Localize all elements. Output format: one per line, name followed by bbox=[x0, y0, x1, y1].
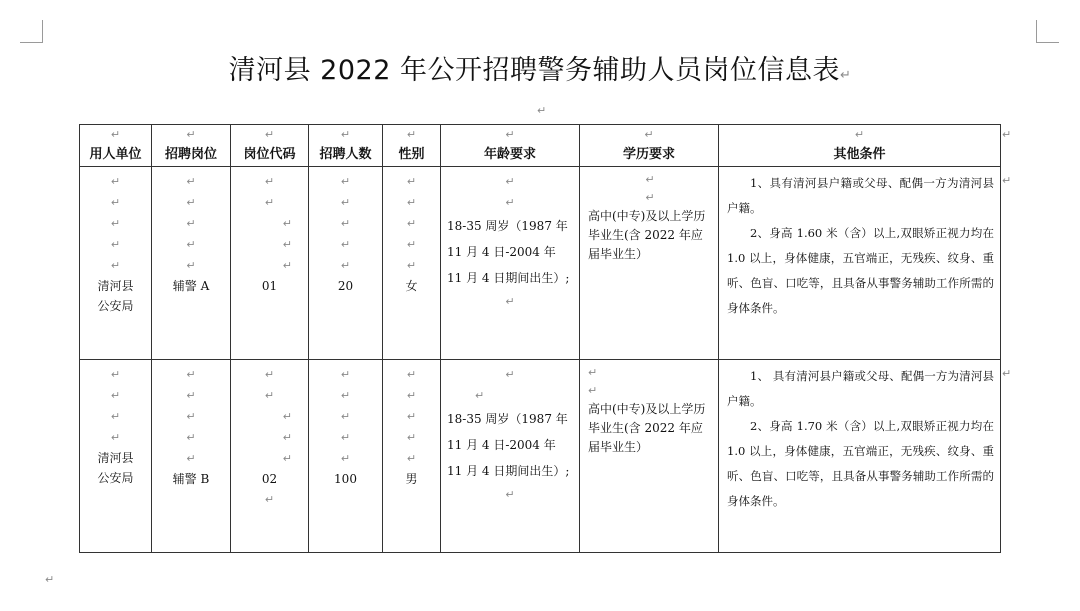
cell-unit: ↵ ↵ ↵ ↵ 清河县 公安局 bbox=[80, 360, 152, 553]
row-end-mark-icon: ↵ bbox=[1002, 128, 1012, 141]
cell-education: ↵ ↵ 高中(中专)及以上学历毕业生(含 2022 年应届毕业生） bbox=[580, 167, 719, 360]
header-position: ↵ 招聘岗位 bbox=[152, 125, 231, 167]
job-info-table bbox=[79, 124, 1001, 553]
cell-age: ↵ ↵ 18-35 周岁（1987 年 11 月 4 日-2004 年 11 月 4 日期间出生）; ↵ bbox=[441, 360, 580, 553]
paragraph-mark-icon: ↵ bbox=[644, 128, 654, 141]
table-row bbox=[80, 360, 1001, 553]
paragraph-mark-icon: ↵ bbox=[537, 104, 547, 117]
paragraph-mark-icon: ↵ bbox=[406, 128, 417, 141]
paragraph-mark-icon: ↵ bbox=[264, 128, 275, 141]
cell-position: ↵ ↵ ↵ ↵ ↵ 辅警 A bbox=[152, 167, 231, 360]
header-conditions: ↵ 其他条件 bbox=[719, 125, 1001, 167]
cell-code: ↵ ↵ ↵ ↵ ↵ 01 bbox=[231, 167, 309, 360]
header-unit: ↵ 用人单位 bbox=[80, 125, 152, 167]
cell-count: ↵ ↵ ↵ ↵ ↵ 20 bbox=[309, 167, 383, 360]
table-row bbox=[80, 167, 1001, 360]
header-code: ↵ 岗位代码 bbox=[231, 125, 309, 167]
cell-count: ↵ ↵ ↵ ↵ ↵ 100 bbox=[309, 360, 383, 553]
paragraph-mark-icon: ↵ bbox=[854, 128, 865, 141]
row-end-mark-icon: ↵ bbox=[1002, 367, 1012, 380]
document-title: 清河县 2022 年公开招聘警务辅助人员岗位信息表↵ bbox=[228, 55, 852, 86]
page-corner-mark-top-left bbox=[20, 20, 43, 43]
cell-code: ↵ ↵ ↵ ↵ ↵ 02 ↵ bbox=[231, 360, 309, 553]
header-count: ↵ 招聘人数 bbox=[309, 125, 383, 167]
paragraph-mark-icon: ↵ bbox=[340, 128, 351, 141]
cell-conditions: 1、 具有清河县户籍或父母、配偶一方为清河县户籍。 2、身高 1.70 米（含）以上,双眼矫正视力均在 1.0 以上，身体健康，五官端正，无残疾、纹身、重听、色盲、口吃等，且具备从事警务辅助工作所需的身体条件。 bbox=[719, 360, 1001, 553]
paragraph-mark-icon: ↵ bbox=[505, 128, 515, 141]
cell-gender: ↵ ↵ ↵ ↵ ↵ 男 bbox=[383, 360, 441, 553]
row-end-mark-icon: ↵ bbox=[1002, 174, 1012, 187]
cell-position: ↵ ↵ ↵ ↵ ↵ 辅警 B bbox=[152, 360, 231, 553]
paragraph-mark-icon: ↵ bbox=[110, 128, 121, 141]
paragraph-mark-icon: ↵ bbox=[45, 573, 55, 586]
header-age: ↵ 年龄要求 bbox=[441, 125, 580, 167]
page-corner-mark-top-right bbox=[1036, 20, 1059, 43]
table-header-row bbox=[80, 125, 1001, 167]
cell-unit: ↵ ↵ ↵ ↵ ↵ 清河县 公安局 bbox=[80, 167, 152, 360]
cell-gender: ↵ ↵ ↵ ↵ ↵ 女 bbox=[383, 167, 441, 360]
cell-conditions: 1、具有清河县户籍或父母、配偶一方为清河县户籍。 2、身高 1.60 米（含）以上,双眼矫正视力均在 1.0 以上，身体健康，五官端正，无残疾、纹身、重听、色盲、口吃等，且具备从事警务辅助工作所需的身体条件。 bbox=[719, 167, 1001, 360]
cell-education: ↵ ↵ 高中(中专)及以上学历毕业生(含 2022 年应届毕业生） bbox=[580, 360, 719, 553]
paragraph-mark-icon: ↵ bbox=[839, 68, 852, 83]
paragraph-mark-icon: ↵ bbox=[186, 128, 196, 141]
header-education: ↵ 学历要求 bbox=[580, 125, 719, 167]
header-gender: ↵ 性别 bbox=[383, 125, 441, 167]
cell-age: ↵ ↵ 18-35 周岁（1987 年 11 月 4 日-2004 年 11 月 4 日期间出生）; ↵ bbox=[441, 167, 580, 360]
